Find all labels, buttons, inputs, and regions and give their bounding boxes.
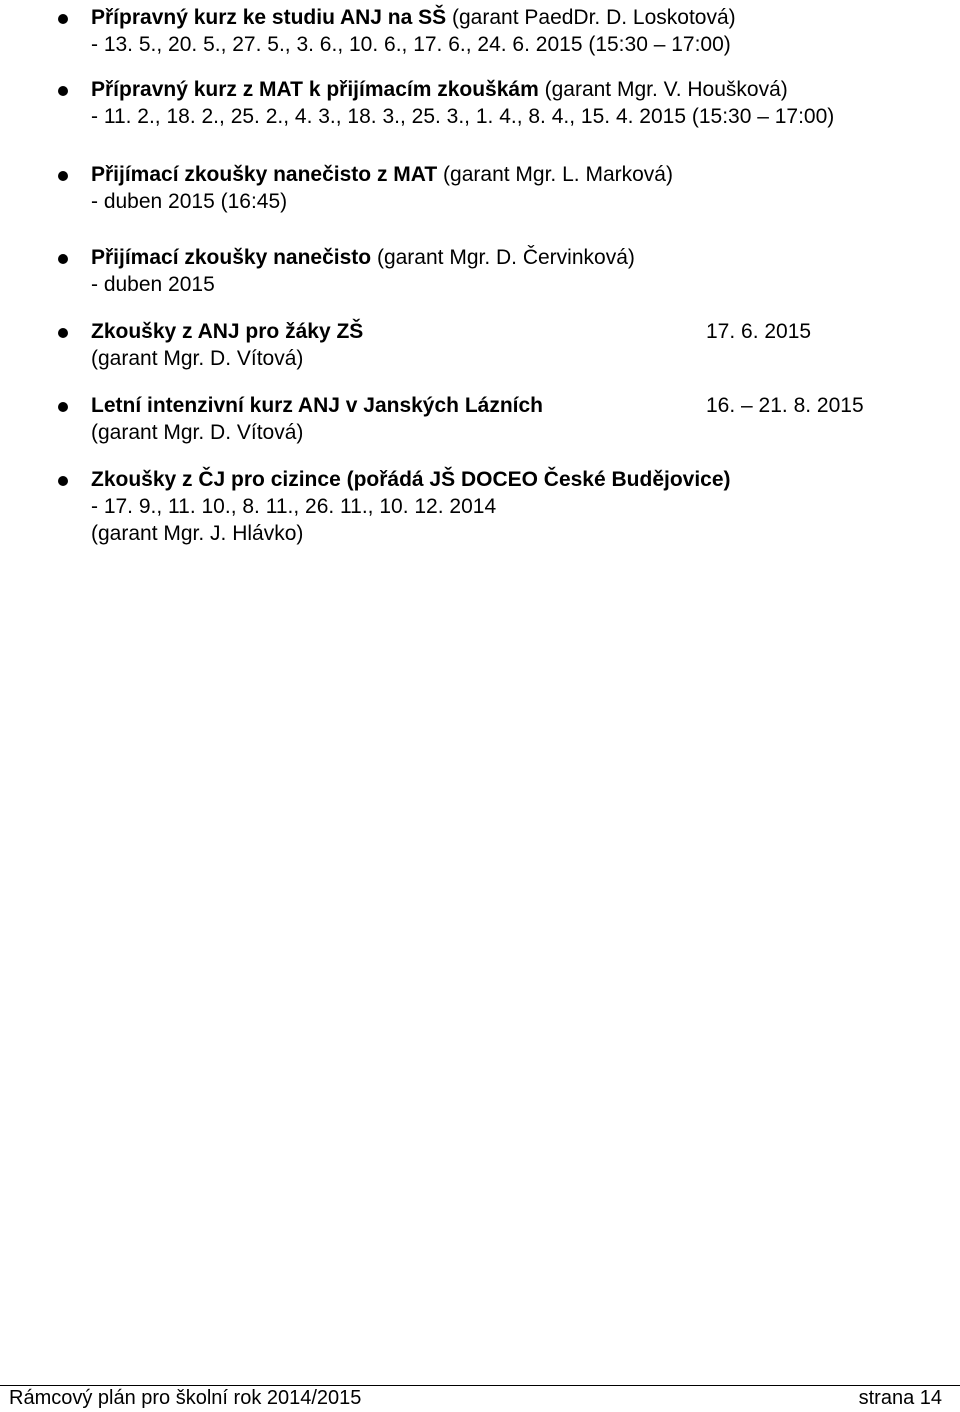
item-garant: (garant Mgr. J. Hlávko)	[91, 522, 304, 545]
bullet-icon	[58, 328, 68, 338]
bullet-icon	[58, 86, 68, 96]
bullet-icon	[58, 171, 68, 181]
item-title	[91, 76, 788, 103]
item-garant: (garant Mgr. D. Vítová)	[91, 347, 304, 370]
item-dates: - 17. 9., 11. 10., 8. 11., 26. 11., 10. 12. 2014	[91, 495, 497, 518]
item-title	[91, 4, 736, 31]
item-garant: (garant Mgr. D. Vítová)	[91, 421, 304, 444]
item-title-garant: (garant PaedDr. D. Loskotová)	[446, 6, 736, 29]
item-title: Zkoušky z ČJ pro cizince (pořádá JŠ DOCEO České Budějovice)	[91, 468, 731, 491]
item-title-bold: Přípravný kurz z MAT k přijímacím zkouškám	[91, 78, 539, 101]
item-dates: - 11. 2., 18. 2., 25. 2., 4. 3., 18. 3., 25. 3., 1. 4., 8. 4., 15. 4. 2015 (15:30 – 17:00)	[91, 105, 835, 128]
page-number: strana 14	[858, 1387, 942, 1409]
item-dates: - duben 2015 (16:45)	[91, 190, 288, 213]
item-title: Letní intenzivní kurz ANJ v Janských Lázních	[91, 394, 544, 417]
item-date: 16. – 21. 8. 2015	[706, 394, 864, 417]
item-title-garant: (garant Mgr. D. Červinková)	[371, 246, 635, 269]
bullet-icon	[58, 402, 68, 412]
item-dates: - duben 2015	[91, 273, 215, 296]
item-title-garant: (garant Mgr. V. Houšková)	[538, 78, 788, 101]
bullet-icon	[58, 476, 68, 486]
item-title-bold: Přípravný kurz ke studiu ANJ na SŠ	[91, 6, 447, 29]
bullet-icon	[58, 254, 68, 264]
footer-title: Rámcový plán pro školní rok 2014/2015	[9, 1387, 362, 1409]
bullet-icon	[58, 14, 68, 24]
item-date: 17. 6. 2015	[706, 320, 812, 343]
item-title-bold: Přijímací zkoušky nanečisto	[91, 246, 372, 269]
item-title	[91, 161, 673, 188]
item-title	[91, 244, 635, 271]
item-dates: - 13. 5., 20. 5., 27. 5., 3. 6., 10. 6., 17. 6., 24. 6. 2015 (15:30 – 17:00)	[91, 33, 731, 56]
item-title: Zkoušky z ANJ pro žáky ZŠ	[91, 320, 364, 343]
item-title-bold: Přijímací zkoušky nanečisto z MAT	[91, 163, 438, 186]
item-title-garant: (garant Mgr. L. Marková)	[437, 163, 673, 186]
